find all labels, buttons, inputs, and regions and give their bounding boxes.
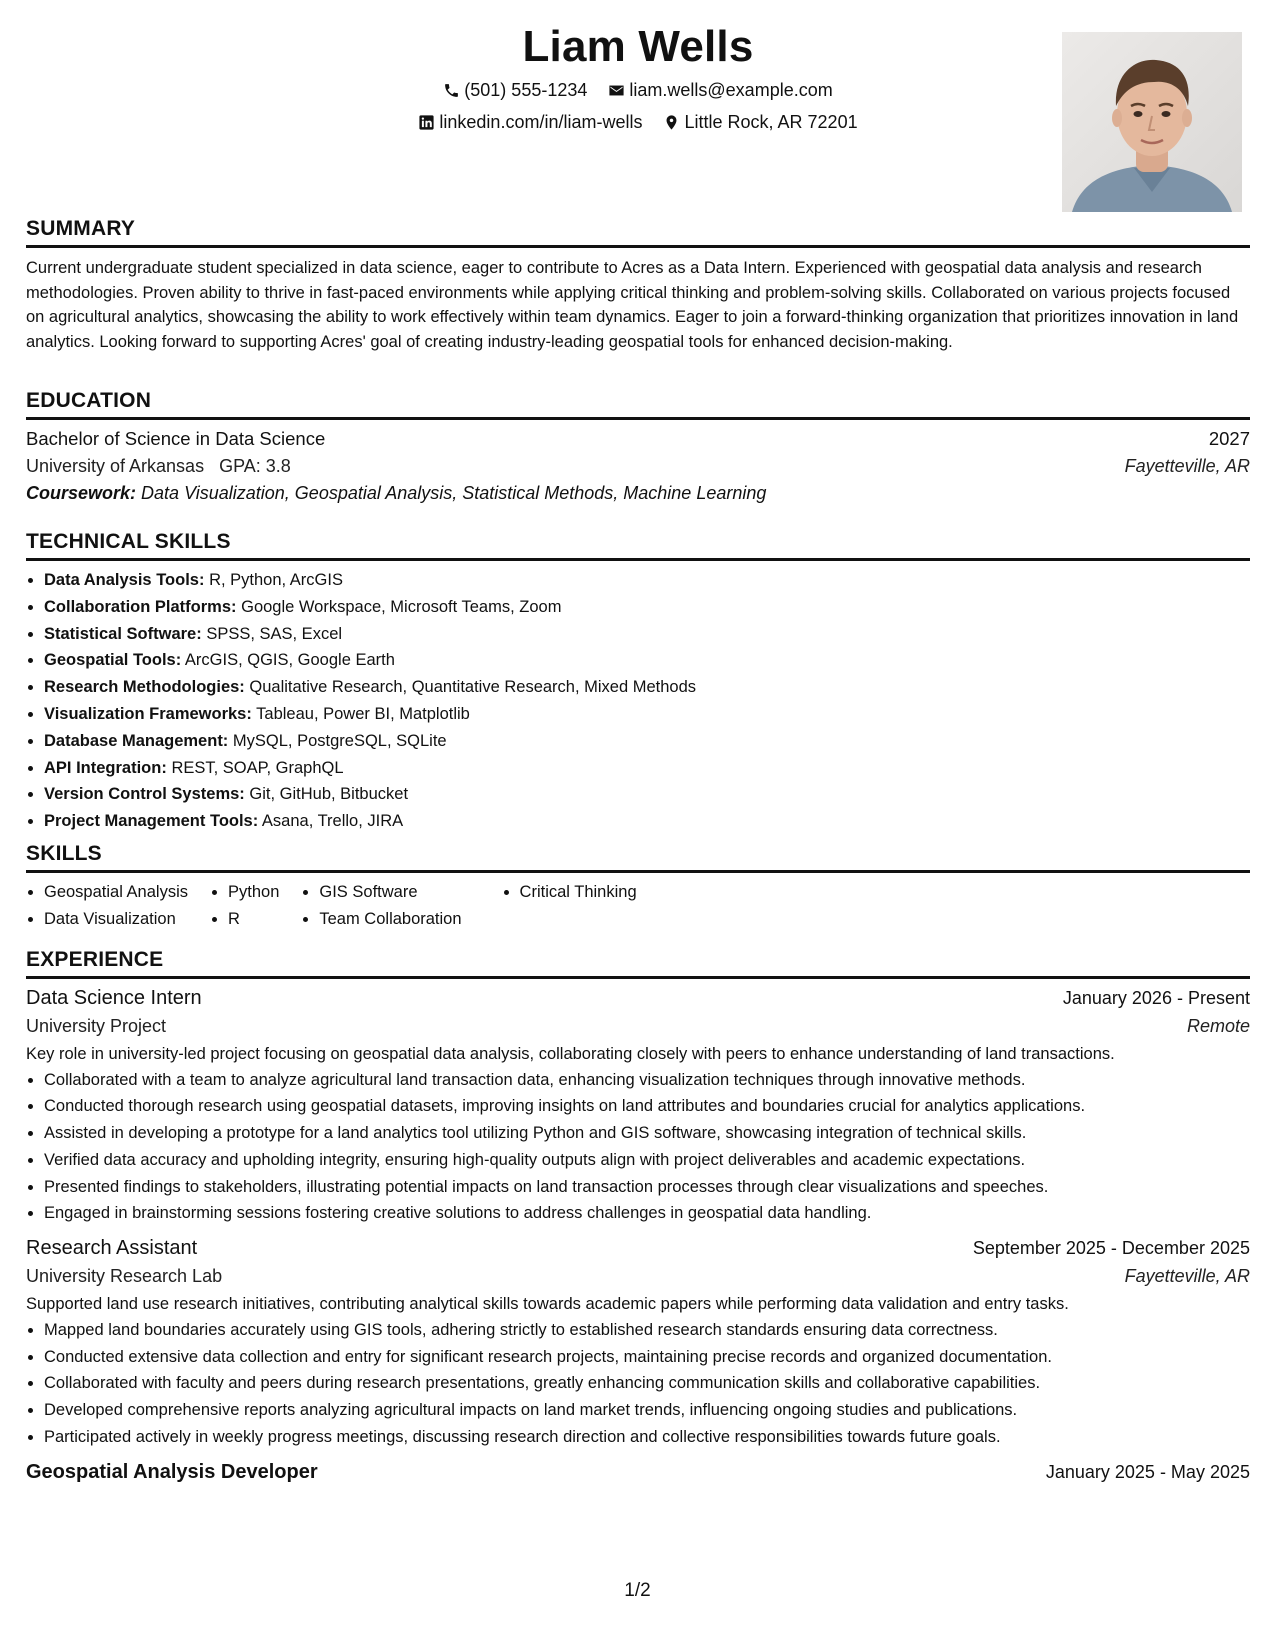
job-description: Supported land use research initiatives, contributing analytical skills towards academic papers while performing data validation and entry tasks. [26, 1295, 1069, 1314]
school-info [26, 456, 291, 477]
skill-label: Research Methodologies: [44, 678, 245, 697]
skill-value: R, Python, ArcGIS [209, 571, 343, 589]
job-dates: September 2025 - December 2025 [972, 1238, 1250, 1259]
list-item: • Collaborated with a team to analyze agricultural land transaction data, enhancing visualization techniques through innovative methods. [44, 1067, 1250, 1094]
experience-entry [26, 1461, 1250, 1484]
list-item [44, 701, 1250, 728]
graduation-year: 2027 [1208, 428, 1250, 449]
coursework [26, 483, 1250, 504]
list-item: • Developed comprehensive reports analyzing agricultural impacts on land market trends, influencing ongoing studies and publications. [44, 1397, 1250, 1424]
list-item [44, 781, 1250, 808]
summary-text: Current undergraduate student specialized in data science, eager to contribute to Acres as a Data Intern. Experienced with geospatial data analysis and research methodologies. Proven ability to thrive in fast-paced environments while applying critical thinking and problem-solving skills. Collaborated on various projects focused on agricultural analytics, showcasing the ability to work effectively within team dynamics. Eager to join a forward-thinking organization that prioritizes innovation in land analytics. Looking forward to supporting Acres' goal of creating industry-leading geospatial tools for enhanced decision-making. [26, 259, 1239, 351]
page-number: 1/2 [624, 1580, 651, 1601]
job-location: Fayetteville, AR [1124, 1266, 1250, 1287]
resume-header [26, 20, 1250, 220]
experience-entry [26, 1237, 1250, 1450]
skill-label: Project Management Tools: [44, 812, 259, 831]
skill-label: Database Management: [44, 731, 229, 750]
email-address[interactable]: liam.wells@example.com [629, 80, 833, 100]
skill-value: ArcGIS, QGIS, Google Earth [184, 651, 395, 670]
list-item [44, 755, 1250, 782]
location-contact [663, 112, 857, 133]
coursework-list: Data Visualization, Geospatial Analysis, Statistical Methods, Machine Learning [141, 483, 767, 503]
list-item: • Assisted in developing a prototype for a land analytics tool utilizing Python and GIS software, showcasing integration of technical skills. [44, 1120, 1250, 1147]
skills-column-1 [26, 879, 188, 933]
gpa: GPA: 3.8 [219, 456, 291, 476]
skill-value: Google Workspace, Microsoft Teams, Zoom [241, 597, 562, 616]
skills-grid [26, 879, 1250, 933]
job-sub-row [26, 1266, 1250, 1287]
list-item: • Presented findings to stakeholders, illustrating potential impacts on land transaction processes through clear visualizations and speeches. [44, 1174, 1250, 1201]
education-degree-row [26, 428, 1250, 450]
skill-label: API Integration: [44, 758, 167, 777]
list-item: • Collaborated with faculty and peers during research presentations, greatly enhancing communication skills and collaborative capabilities. [44, 1370, 1250, 1397]
job-dates: January 2026 - Present [1062, 988, 1250, 1008]
job-bullets [26, 1067, 1250, 1228]
job-title: Research Assistant [26, 1237, 198, 1260]
list-item: • Geospatial Analysis [44, 879, 188, 906]
experience-entry [26, 987, 1250, 1227]
school-name: University of Arkansas [26, 456, 205, 476]
phone-icon [443, 82, 460, 99]
coursework-label: Coursework: [26, 483, 137, 503]
location-text: Little Rock, AR 72201 [684, 112, 858, 132]
job-organization: University Research Lab [26, 1266, 223, 1287]
skill-label: Statistical Software: [44, 624, 202, 643]
list-item: • Python [228, 879, 279, 906]
list-item: • Engaged in brainstorming sessions fostering creative solutions to address challenges in geospatial data handling. [44, 1200, 1250, 1227]
list-item: • GIS Software [319, 879, 461, 906]
job-header-row [26, 1461, 1250, 1484]
list-item [44, 808, 1250, 835]
skill-label: Visualization Frameworks: [44, 704, 252, 723]
profile-photo [1062, 32, 1242, 212]
skills-column-4 [502, 879, 637, 933]
skill-label: Collaboration Platforms: [44, 597, 237, 616]
job-organization: University Project [26, 1016, 167, 1036]
list-item [44, 567, 1250, 594]
envelope-icon [608, 82, 625, 99]
list-item: • Team Collaboration [319, 906, 461, 933]
skill-value: SPSS, SAS, Excel [206, 624, 343, 643]
summary-heading: SUMMARY [26, 217, 1250, 248]
skill-label: Version Control Systems: [44, 785, 245, 804]
list-item: • Mapped land boundaries accurately using GIS tools, adhering strictly to established research standards ensuring data correctness. [44, 1317, 1250, 1344]
skills-heading: SKILLS [26, 842, 1250, 873]
candidate-name: Liam Wells [522, 22, 754, 71]
phone-number: (501) 555-1234 [464, 80, 588, 100]
linkedin-icon [418, 114, 435, 131]
skill-value: Qualitative Research, Quantitative Research, Mixed Methods [249, 678, 697, 697]
list-item: • Critical Thinking [520, 879, 637, 906]
summary-section [26, 217, 1250, 354]
technical-skills-section [26, 530, 1250, 835]
list-item [44, 594, 1250, 621]
skills-column-2 [210, 879, 279, 933]
experience-heading: EXPERIENCE [26, 948, 1250, 979]
job-header-row [26, 1237, 1250, 1260]
list-item [44, 621, 1250, 648]
list-item: • R [228, 906, 279, 933]
job-title: Data Science Intern [26, 987, 202, 1009]
list-item: • Data Visualization [44, 906, 188, 933]
education-heading: EDUCATION [26, 389, 1250, 420]
linkedin-contact[interactable] [418, 112, 642, 133]
skills-column-3 [301, 879, 461, 933]
skill-label: Data Analysis Tools: [44, 571, 205, 589]
job-dates: January 2025 - May 2025 [1045, 1461, 1250, 1482]
list-item: • Conducted extensive data collection and entry for significant research projects, maintaining precise records and organized documentation. [44, 1344, 1250, 1371]
experience-section [26, 948, 1250, 1484]
skills-section [26, 842, 1250, 933]
skill-label: Geospatial Tools: [44, 651, 182, 670]
linkedin-url[interactable]: linkedin.com/in/liam-wells [439, 112, 643, 132]
map-pin-icon [663, 114, 680, 131]
job-description: Key role in university-led project focusing on geospatial data analysis, collaborating closely with peers to enhance understanding of land transactions. [26, 1045, 1115, 1063]
list-item: • Conducted thorough research using geospatial datasets, improving insights on land attributes and boundaries crucial for analytics applications. [44, 1093, 1250, 1120]
education-section [26, 389, 1250, 504]
skill-value: Tableau, Power BI, Matplotlib [256, 704, 470, 723]
job-location: Remote [1186, 1016, 1250, 1036]
skill-value: Asana, Trello, JIRA [261, 812, 404, 831]
skill-value: MySQL, PostgreSQL, SQLite [232, 731, 447, 750]
list-item: • Verified data accuracy and upholding integrity, ensuring high-quality outputs align with project deliverables and academic expectations. [44, 1147, 1250, 1174]
degree-name: Bachelor of Science in Data Science [26, 428, 326, 449]
job-bullets [26, 1317, 1250, 1451]
list-item [44, 674, 1250, 701]
email-contact[interactable] [608, 80, 832, 101]
list-item: • Participated actively in weekly progress meetings, discussing research direction and collective responsibilities towards future goals. [44, 1424, 1250, 1451]
list-item [44, 728, 1250, 755]
school-location: Fayetteville, AR [1124, 456, 1250, 476]
education-school-row [26, 456, 1250, 477]
skill-value: REST, SOAP, GraphQL [171, 758, 344, 777]
job-header-row [26, 987, 1250, 1010]
technical-skills-heading: TECHNICAL SKILLS [26, 530, 1250, 561]
skill-value: Git, GitHub, Bitbucket [249, 785, 409, 804]
technical-skills-list [26, 567, 1250, 835]
job-title: Geospatial Analysis Developer [26, 1460, 318, 1483]
list-item [44, 647, 1250, 674]
job-sub-row [26, 1016, 1250, 1037]
phone-contact [443, 80, 587, 101]
